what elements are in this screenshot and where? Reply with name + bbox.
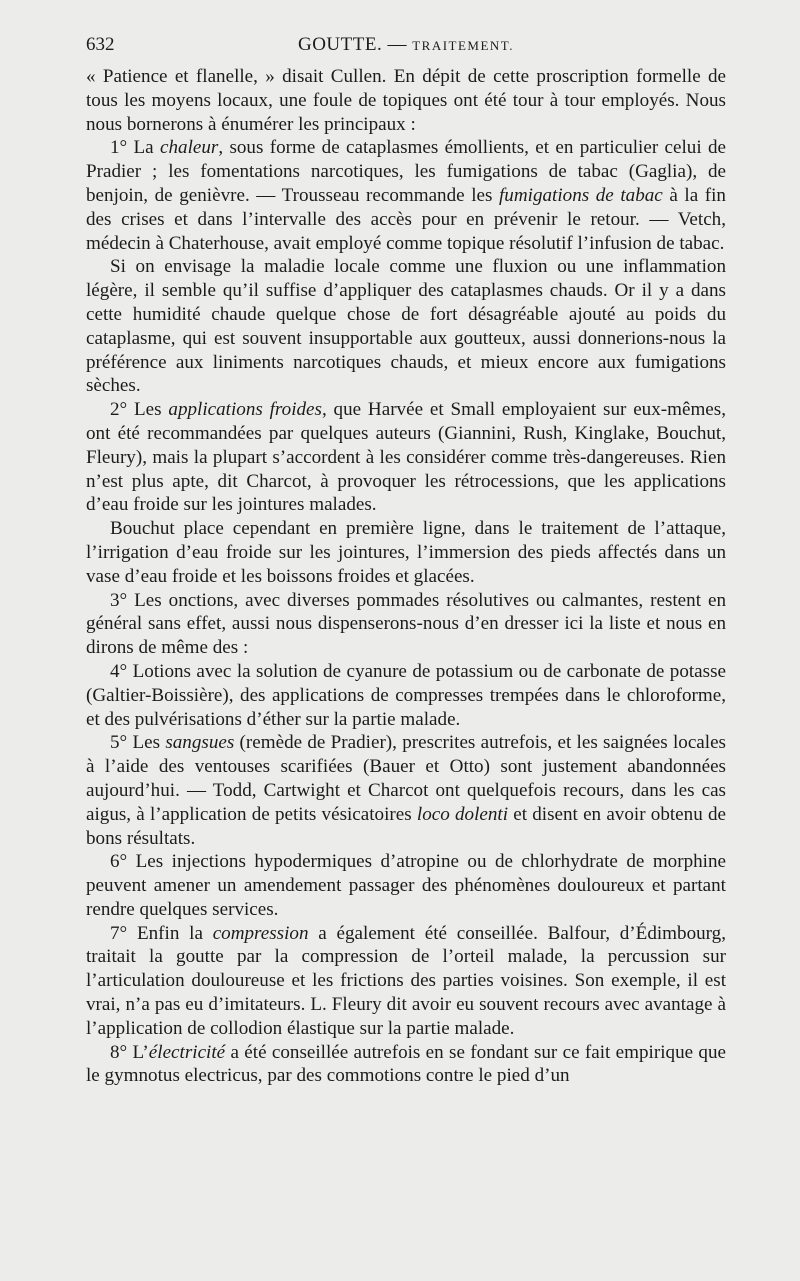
italic-term: compression <box>212 922 309 944</box>
italic-term: fumigations de tabac <box>499 184 663 206</box>
header-title: GOUTTE. — <box>297 34 407 55</box>
paragraph: 8° L’électricité a été conseillée autrefois en se fondant sur ce fait empirique que le gymnotus electricus, par des commotions contre le pied d’un <box>86 1041 726 1087</box>
paragraph: 3° Les onctions, avec diverses pommades résolutives ou calmantes, restent en général sans effet, aussi nous dispenserons-nous d’en dresser ici la liste et nous en dirons de même des : <box>86 589 726 659</box>
running-header <box>86 34 726 64</box>
body-text <box>86 65 726 1088</box>
header-subtitle: TRAITEMENT. <box>412 38 515 53</box>
italic-term: loco dolenti <box>416 803 509 825</box>
paragraph: 6° Les injections hypodermiques d’atropine ou de chlorhydrate de morphine peuvent amener un amendement passager des phénomènes douloureux et partant rendre quelques services. <box>86 851 726 920</box>
italic-term: applications froides <box>168 399 322 421</box>
italic-term: chaleur <box>160 137 219 159</box>
italic-term: sangsues <box>165 732 235 754</box>
paragraph: « Patience et flanelle, » disait Cullen. En dépit de cette proscription formelle de tous les moyens locaux, une foule de topiques ont été tour à tour employés. Nous nous bornerons à énumérer les principaux : <box>86 66 726 135</box>
paragraph: Bouchut place cependant en première ligne, dans le traitement de l’attaque, l’irrigation d’eau froide sur les jointures, l’immersion des pieds affectés dans un vase d’eau froide et les boissons froides et glacées. <box>86 518 726 587</box>
paragraph: 2° Les applications froides, que Harvée et Small employaient sur eux-mêmes, ont été recommandées par quelques auteurs (Giannini, Rush, Kinglake, Bouchut, Fleury), mais la plupart s’accordent à les considérer comme très-dangereuses. Rien n’est plus apte, dit Charcot, à provoquer les rétrocessions, que les applications d’eau froide sur les jointures malades. <box>86 399 726 516</box>
paragraph: 4° Lotions avec la solution de cyanure de potassium ou de carbonate de potasse (Galtier-Boissière), des applications de compresses trempées dans le chloroforme, et des pulvérisations d’éther sur la partie malade. <box>86 660 726 730</box>
page-number: 632 <box>86 34 115 55</box>
italic-term: électricité <box>148 1041 226 1063</box>
header-title-line <box>86 34 726 56</box>
paragraph: 1° La chaleur, sous forme de cataplasmes émollients, et en particulier celui de Pradier ; les fomentations narcotiques, les fumigations de tabac (Gaglia), de benjoin, de genièvre. — Trousseau recommande les fumigations de tabac à la fin des crises et dans l’intervalle des accès pour en prévenir le retour. — Vetch, médecin à Chaterhouse, avait employé comme topique résolutif l’infusion de tabac. <box>86 137 726 254</box>
paragraph: 7° Enfin la compression a également été conseillée. Balfour, d’Édimbourg, traitait la goutte par la compression de l’orteil malade, la percussion sur l’articulation douloureuse et les frictions des parties voisines. Son exemple, il est vrai, n’a pas eu d’imitateurs. L. Fleury dit avoir eu souvent recours avec avantage à l’application de collodion élastique sur la partie malade. <box>86 922 726 1039</box>
paragraph: 5° Les sangsues (remède de Pradier), prescrites autrefois, et les saignées locales à l’aide des ventouses scarifiées (Bauer et Otto) sont justement abandonnées aujourd’hui. — Todd, Cartwight et Charcot ont quelquefois recours, dans les cas aigus, à l’application de petits vésicatoires loco dolenti et disent en avoir obtenu de bons résultats. <box>86 732 726 849</box>
paragraph: Si on envisage la maladie locale comme une fluxion ou une inflammation légère, il semble qu’il suffise d’appliquer des cataplasmes chauds. Or il y a dans cette humidité chaude quelque chose de fort désagréable ajouté au poids du cataplasme, qui est souvent insupportable aux goutteux, aussi donnerions-nous la préférence aux liniments narcotiques chauds, et mieux encore aux fumigations sèches. <box>86 256 726 397</box>
